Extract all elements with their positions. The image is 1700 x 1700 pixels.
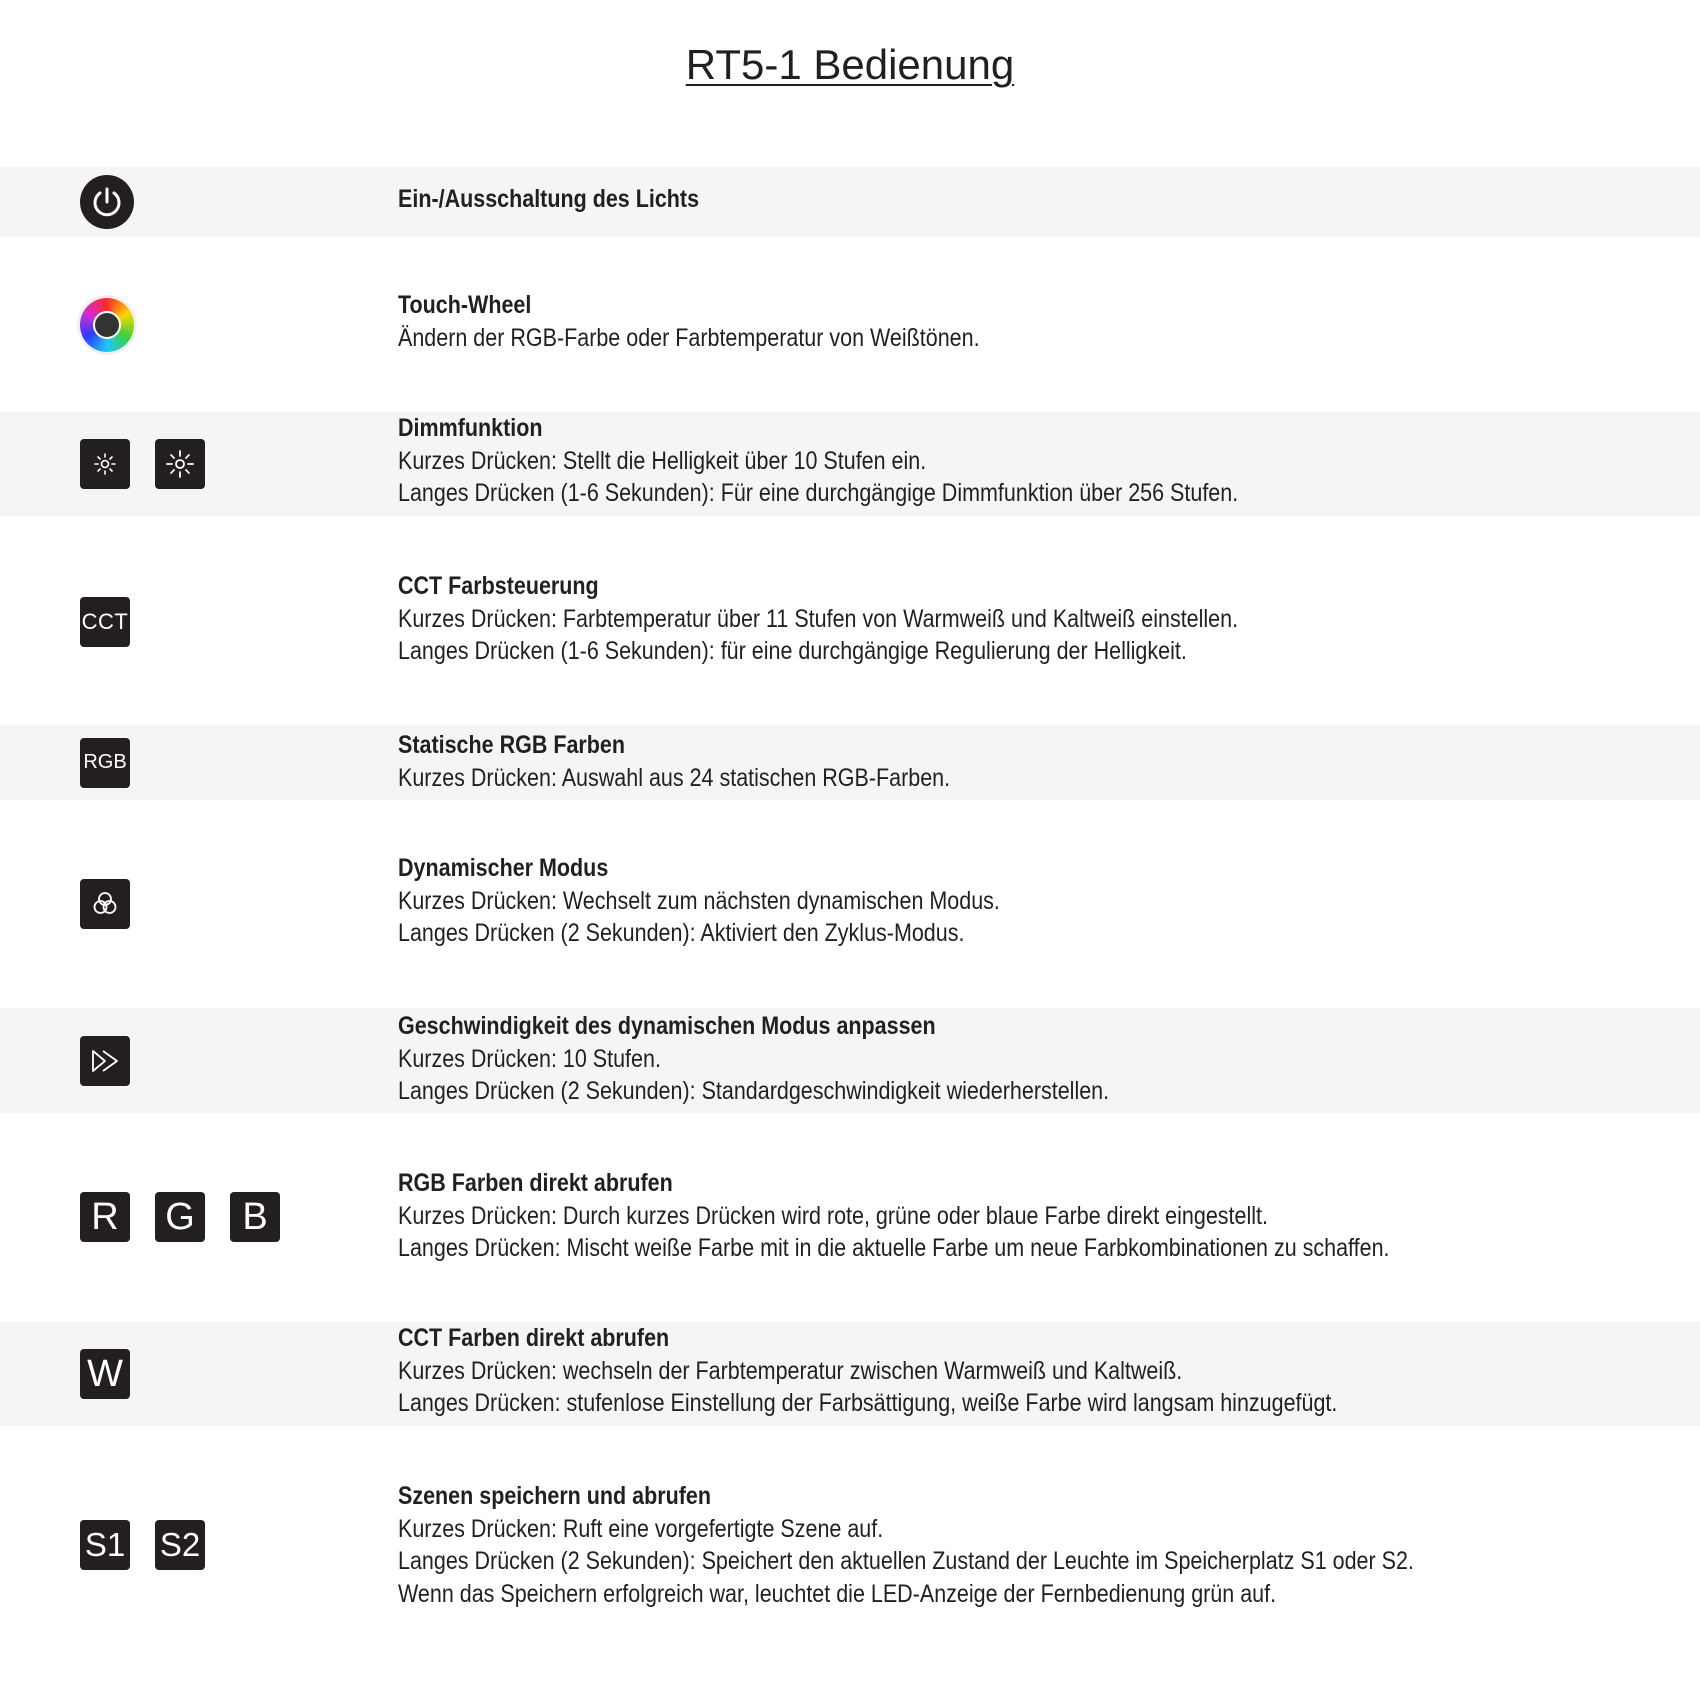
row-line: Langes Drücken (2 Sekunden): Aktiviert den Zyklus-Modus. xyxy=(398,919,965,947)
row-line: Ändern der RGB-Farbe oder Farbtemperatur von Weißtönen. xyxy=(398,323,980,352)
row-dynamic-mode xyxy=(0,840,1700,968)
row-heading: CCT Farbsteuerung xyxy=(398,572,599,600)
red-key[interactable]: R xyxy=(80,1192,130,1242)
row-line: Langes Drücken: stufenlose Einstellung der Farbsättigung, weiße Farbe wird langsam hinzugefügt. xyxy=(398,1389,1338,1417)
row-line: Langes Drücken: Mischt weiße Farbe mit in die aktuelle Farbe um neue Farbkombinationen zu schaffen. xyxy=(398,1234,1390,1262)
white-key[interactable]: W xyxy=(80,1349,130,1399)
row-line: Kurzes Drücken: Wechselt zum nächsten dynamischen Modus. xyxy=(398,886,1000,915)
brightness-down-icon[interactable] xyxy=(80,439,130,489)
row-line: Wenn das Speichern erfolgreich war, leuchtet die LED-Anzeige der Fernbedienung grün auf. xyxy=(398,1579,1277,1608)
row-line: Kurzes Drücken: Auswahl aus 24 statischen RGB-Farben. xyxy=(398,763,951,792)
power-icon[interactable] xyxy=(80,175,134,229)
scene-2-key[interactable]: S2 xyxy=(155,1520,205,1570)
row-line: Kurzes Drücken: Farbtemperatur über 11 Stufen von Warmweiß und Kaltweiß einstellen. xyxy=(398,604,1239,633)
blue-key[interactable]: B xyxy=(230,1192,280,1242)
row-line: Langes Drücken (1-6 Sekunden): für eine durchgängige Regulierung der Helligkeit. xyxy=(398,637,1187,665)
speed-icon[interactable] xyxy=(80,1036,130,1086)
dynamic-mode-icon[interactable] xyxy=(80,879,130,929)
row-heading: Touch-Wheel xyxy=(398,291,532,319)
row-heading: RGB Farben direkt abrufen xyxy=(398,1169,673,1197)
row-cct xyxy=(0,560,1700,684)
cct-key[interactable]: CCT xyxy=(80,597,130,647)
row-touch-wheel xyxy=(0,275,1700,375)
row-rgb-direct xyxy=(0,1155,1700,1279)
row-heading: Dimmfunktion xyxy=(398,414,543,442)
page-title: RT5-1 Bedienung xyxy=(685,41,1015,88)
color-wheel-icon[interactable] xyxy=(80,298,134,352)
row-cct-direct xyxy=(0,1322,1700,1426)
row-scenes xyxy=(0,1470,1700,1620)
row-power xyxy=(0,167,1700,237)
row-speed xyxy=(0,1008,1700,1113)
row-heading: Szenen speichern und abrufen xyxy=(398,1482,711,1510)
row-line: Kurzes Drücken: 10 Stufen. xyxy=(398,1044,661,1073)
scene-1-key[interactable]: S1 xyxy=(80,1520,130,1570)
row-line: Kurzes Drücken: Ruft eine vorgefertigte Szene auf. xyxy=(398,1514,884,1543)
row-heading: CCT Farben direkt abrufen xyxy=(398,1324,670,1352)
row-line: Kurzes Drücken: Durch kurzes Drücken wird rote, grüne oder blaue Farbe direkt eingestellt. xyxy=(398,1201,1268,1230)
row-dimming xyxy=(0,412,1700,516)
row-line: Kurzes Drücken: Stellt die Helligkeit über 10 Stufen ein. xyxy=(398,446,927,475)
row-heading: Geschwindigkeit des dynamischen Modus anpassen xyxy=(398,1012,936,1040)
row-heading: Ein-/Ausschaltung des Lichts xyxy=(398,185,700,213)
row-heading: Statische RGB Farben xyxy=(398,731,625,759)
row-line: Langes Drücken (2 Sekunden): Speichert den aktuellen Zustand der Leuchte im Speicherplatz S1 oder S2. xyxy=(398,1547,1414,1575)
row-heading: Dynamischer Modus xyxy=(398,854,609,882)
row-line: Langes Drücken (1-6 Sekunden): Für eine durchgängige Dimmfunktion über 256 Stufen. xyxy=(398,479,1239,507)
row-line: Langes Drücken (2 Sekunden): Standardgeschwindigkeit wiederherstellen. xyxy=(398,1077,1110,1105)
rgb-key[interactable]: RGB xyxy=(80,738,130,788)
row-static-rgb xyxy=(0,725,1700,800)
green-key[interactable]: G xyxy=(155,1192,205,1242)
row-line: Kurzes Drücken: wechseln der Farbtemperatur zwischen Warmweiß und Kaltweiß. xyxy=(398,1356,1183,1385)
brightness-up-icon[interactable] xyxy=(155,439,205,489)
color-wheel-center xyxy=(93,311,121,339)
